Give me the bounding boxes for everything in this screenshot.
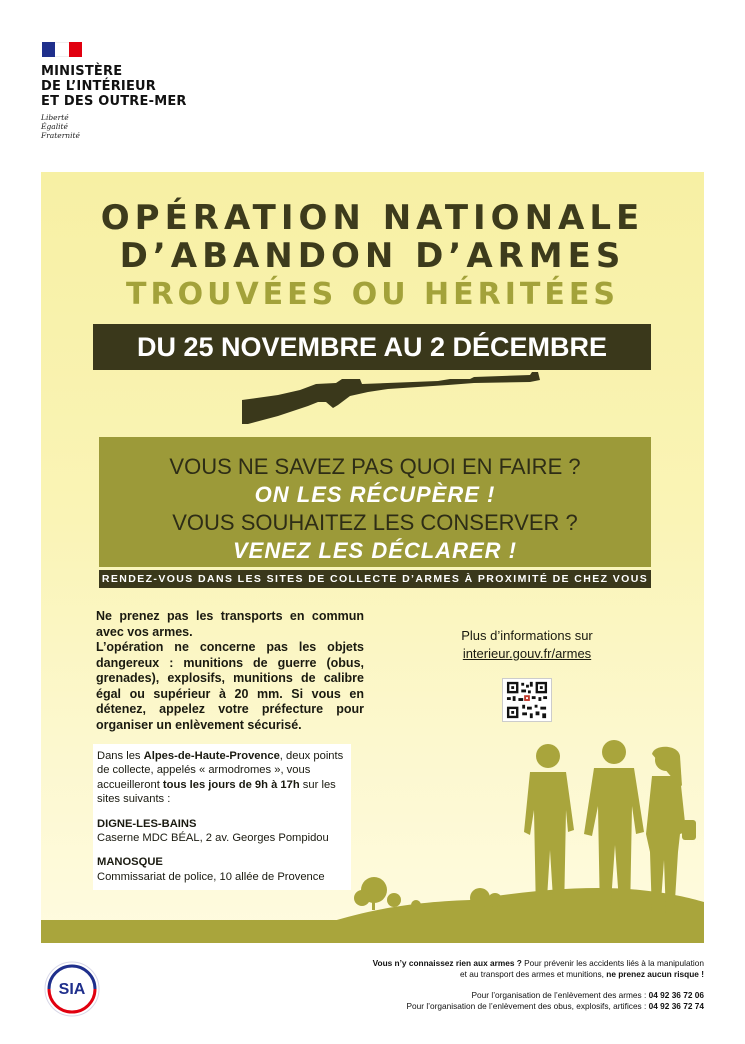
qr-code-icon[interactable] bbox=[502, 678, 552, 722]
contact-weapons bbox=[300, 990, 704, 1001]
intro-schedule: tous les jours de 9h à 17h bbox=[162, 778, 300, 791]
ministry-line-3: ET DES OUTRE-MER bbox=[41, 94, 187, 109]
notice-bold-1: Vous n’y connaissez rien aux armes ? bbox=[372, 958, 522, 968]
answer-1: ON LES RÉCUPÈRE ! bbox=[254, 482, 496, 507]
contact-explosives-label: Pour l’organisation de l’enlèvement des obus, explosifs, artifices : bbox=[406, 1001, 649, 1011]
question-2: VOUS SOUHAITEZ LES CONSERVER ? bbox=[172, 510, 578, 535]
more-info bbox=[441, 627, 613, 663]
contact-explosives-phone[interactable]: 04 92 36 72 74 bbox=[648, 1001, 704, 1011]
site-city-digne: DIGNE-LES-BAINS bbox=[97, 817, 197, 830]
site-city-manosque: MANOSQUE bbox=[97, 856, 163, 869]
poster-title-line-2: D’ABANDON D’ARMES bbox=[119, 236, 626, 276]
more-info-link[interactable]: interieur.gouv.fr/armes bbox=[462, 646, 592, 661]
warning-paragraph-1: Ne prenez pas les transports en commun avec vos armes. bbox=[96, 609, 364, 639]
more-info-label: Plus d’informations sur bbox=[461, 628, 593, 643]
answer-2: VENEZ LES DÉCLARER ! bbox=[232, 538, 518, 563]
date-banner: DU 25 NOVEMBRE AU 2 DÉCEMBRE bbox=[93, 324, 651, 370]
site-address-digne: Caserne MDC BÉAL, 2 av. Georges Pompidou bbox=[97, 832, 329, 845]
question-1: VOUS NE SAVEZ PAS QUOI EN FAIRE ? bbox=[169, 454, 581, 479]
sia-logo-text: SIA bbox=[58, 981, 86, 998]
safety-warning bbox=[96, 609, 364, 733]
contact-weapons-phone[interactable]: 04 92 36 72 06 bbox=[648, 990, 704, 1000]
poster-title-line-1: OPÉRATION NATIONALE bbox=[100, 198, 645, 238]
intro-text-3: sur les sites suivants : bbox=[97, 778, 336, 806]
ministry-line-1: MINISTÈRE bbox=[41, 64, 123, 79]
motto-egalite: Égalité bbox=[41, 122, 68, 131]
contact-explosives bbox=[300, 1001, 704, 1012]
intro-text-2: , deux points de collecte, appelés « armodromes », vous accueilleront bbox=[97, 750, 344, 791]
safety-notice bbox=[300, 958, 704, 980]
contact-numbers bbox=[300, 990, 704, 1012]
notice-text-2: et au transport des armes et munitions, bbox=[460, 969, 607, 979]
people-silhouette-icon bbox=[330, 740, 704, 922]
ground-strip bbox=[41, 920, 704, 943]
safety-notice-line-2 bbox=[300, 969, 704, 980]
republic-motto bbox=[41, 113, 80, 140]
local-intro bbox=[97, 749, 347, 807]
notice-bold-2: ne prenez aucun risque ! bbox=[606, 969, 704, 979]
warning-paragraph-2: L’opération ne concerne pas les objets dangereux : munitions de guerre (obus, grenades), explosifs, munitions de calibre égal ou supérieur à 20 mm. Si vous en détenez, appelez votre préfecture pour organiser un enlèvement sécurisé. bbox=[96, 640, 364, 732]
motto-fraternite: Fraternité bbox=[41, 131, 80, 140]
intro-region: Alpes-de-Haute-Provence bbox=[143, 750, 280, 762]
poster-title-line-3: TROUVÉES OU HÉRITÉES bbox=[126, 277, 619, 312]
rifle-icon bbox=[238, 370, 544, 426]
local-info-block bbox=[93, 744, 351, 890]
motto-liberte: Liberté bbox=[41, 113, 69, 122]
site-address-manosque: Commissariat de police, 10 allée de Provence bbox=[97, 870, 325, 883]
rendezvous-banner: RENDEZ-VOUS DANS LES SITES DE COLLECTE D’ARMES À PROXIMITÉ DE CHEZ VOUS bbox=[99, 570, 651, 588]
notice-text-1: Pour prévenir les accidents liés à la manipulation bbox=[521, 958, 704, 968]
safety-notice-line-1 bbox=[300, 958, 704, 969]
ministry-name bbox=[41, 64, 187, 109]
intro-text: Dans les bbox=[97, 750, 144, 762]
ministry-line-2: DE L’INTÉRIEUR bbox=[41, 79, 156, 94]
sia-logo bbox=[43, 960, 101, 1018]
contact-weapons-label: Pour l’organisation de l’enlèvement des armes : bbox=[471, 990, 649, 1000]
marianne-flag-logo bbox=[42, 42, 82, 57]
